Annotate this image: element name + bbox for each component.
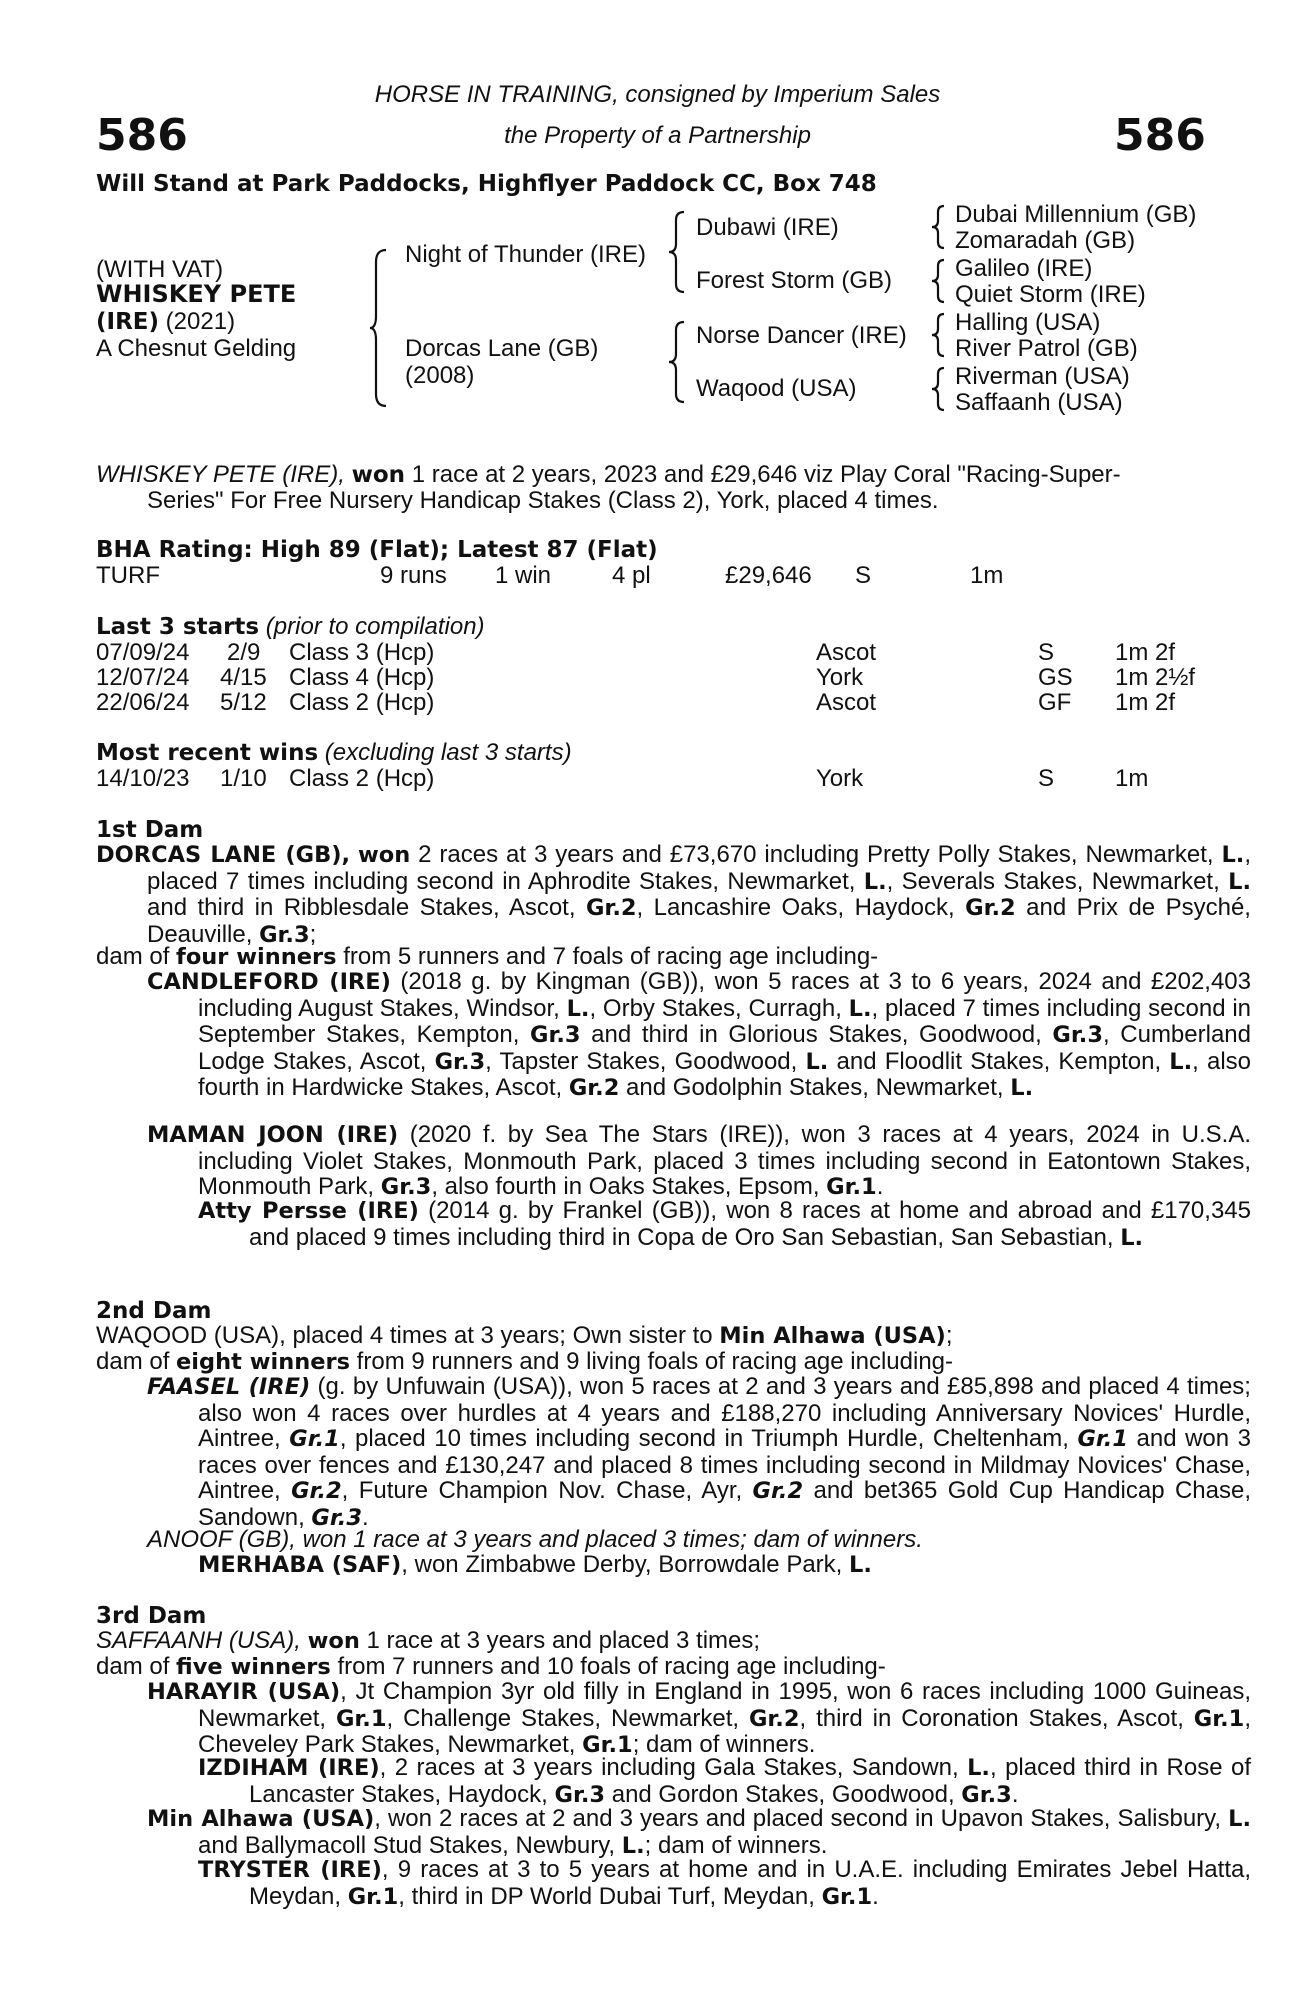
pedigree-main-bracket: [368, 248, 388, 408]
dam3-heading: 3rd Dam: [96, 1603, 207, 1629]
last3-row-1-course: Ascot: [816, 639, 877, 666]
dam3-damof: dam of five winners from 7 runners and 10 foals of racing age including-: [96, 1653, 886, 1680]
rating-going: S: [855, 562, 872, 589]
ggp-7: Riverman (USA): [955, 363, 1130, 390]
ggp-2: Zomaradah (GB): [955, 227, 1136, 254]
summary-line-2: Series" For Free Nursery Handicap Stakes (Class 2), York, placed 4 times.: [147, 487, 939, 514]
last3-row-2-going: GS: [1038, 664, 1073, 691]
recent-win-race: Class 2 (Hcp): [289, 765, 435, 792]
rating-distance: 1m: [970, 562, 1004, 589]
ggp-bracket-3: [930, 312, 946, 358]
last3-heading: Last 3 starts (prior to compilation): [96, 613, 485, 640]
last3-row-1-dist: 1m 2f: [1115, 639, 1176, 666]
last3-row-1-pos: 2/9: [227, 639, 261, 666]
rating-earnings: £29,646: [725, 562, 812, 589]
recent-win-going: S: [1038, 765, 1055, 792]
ggp-1: Dubai Millennium (GB): [955, 201, 1197, 228]
horse-name: WHISKEY PETE: [96, 280, 297, 308]
recent-win-date: 14/10/23: [96, 765, 190, 792]
sire: Night of Thunder (IRE): [405, 241, 646, 268]
ggp-bracket-1: [930, 204, 946, 250]
dam3-progeny-2: IZDIHAM (IRE), 2 races at 3 years including Gala Stakes, Sandown, L., placed third in Rose of Lancaster Stakes, Haydock, Gr.3 and Gordon Stakes, Goodwood, Gr.3.: [198, 1754, 1252, 1808]
last3-row-3-pos: 5/12: [220, 689, 267, 716]
sire-dam: Forest Storm (GB): [696, 267, 893, 294]
dam2-progeny-1: FAASEL (IRE) (g. by Unfuwain (USA)), won 5 races at 2 and 3 years and £85,898 and placed 4 times; also won 4 races over hurdles at 4 years and £188,270 including Anniversary Novices' Hurdle, Aintree, Gr.1, placed 10 times including second in Triumph Hurdle, Cheltenham, Gr.1 and won 3 races over fences and £130,247 and placed 8 times including second in Mildmay Novices' Chase, Aintree, Gr.2, Future Champion Nov. Chase, Ayr, Gr.2 and bet365 Gold Cup Handicap Chase, Sandown, Gr.3.: [147, 1373, 1251, 1531]
ggp-8: Saffaanh (USA): [955, 389, 1123, 416]
last3-row-1-race: Class 3 (Hcp): [289, 639, 435, 666]
ggp-5: Halling (USA): [955, 309, 1101, 336]
horse-description: A Chesnut Gelding: [96, 335, 297, 362]
dam3-progeny-4: TRYSTER (IRE), 9 races at 3 to 5 years at home and in U.A.E. including Emirates Jebel Hatta, Meydan, Gr.1, third in DP World Dubai Turf, Meydan, Gr.1.: [198, 1856, 1252, 1910]
lot-number-left: 586: [96, 110, 188, 161]
ggp-bracket-4: [930, 366, 946, 412]
dam1-heading: 1st Dam: [96, 817, 204, 843]
sire-sire: Dubawi (IRE): [696, 214, 839, 241]
dam-sire: Norse Dancer (IRE): [696, 322, 907, 349]
recent-win-dist: 1m: [1115, 765, 1149, 792]
last3-row-1-date: 07/09/24: [96, 639, 190, 666]
rating-surface: TURF: [96, 562, 160, 589]
last3-row-2-date: 12/07/24: [96, 664, 190, 691]
last3-row-3-going: GF: [1038, 689, 1072, 716]
dam2-progeny-3: MERHABA (SAF), won Zimbabwe Derby, Borrowdale Park, L.: [198, 1551, 872, 1578]
dam2-damof: dam of eight winners from 9 runners and 9 living foals of racing age including-: [96, 1348, 954, 1375]
ggp-3: Galileo (IRE): [955, 255, 1093, 282]
dam-name: Dorcas Lane (GB): [405, 335, 599, 362]
dam1-progeny-1: CANDLEFORD (IRE) (2018 g. by Kingman (GB)), won 5 races at 3 to 6 years, 2024 and £202,403 including August Stakes, Windsor, L., Orby Stakes, Curragh, L., placed 7 times including second in September Stakes, Kempton, Gr.3 and third in Glorious Stakes, Goodwood, Gr.3, Cumberland Lodge Stakes, Ascot, Gr.3, Tapster Stakes, Goodwood, L. and Floodlit Stakes, Kempton, L., also fourth in Hardwicke Stakes, Ascot, Gr.2 and Godolphin Stakes, Newmarket, L.: [147, 968, 1252, 1101]
rating-runs: 9 runs: [380, 562, 447, 589]
dam3-progeny-3: Min Alhawa (USA), won 2 races at 2 and 3 years and placed second in Upavon Stakes, Salisbury, L. and Ballymacoll Stud Stakes, Newbury, L.; dam of winners.: [147, 1805, 1251, 1859]
last3-row-2-race: Class 4 (Hcp): [289, 664, 435, 691]
sire-bracket: [666, 210, 686, 294]
dam-bracket: [666, 320, 686, 404]
summary-line-1: WHISKEY PETE (IRE), won 1 race at 2 years, 2023 and £29,646 viz Play Coral "Racing-Super-: [96, 461, 1121, 488]
ggp-6: River Patrol (GB): [955, 335, 1138, 362]
recent-wins-heading: Most recent wins (excluding last 3 starts): [96, 739, 572, 766]
horse-country-year: (IRE) (2021): [96, 308, 236, 335]
dam-dam: Waqood (USA): [696, 375, 857, 402]
last3-row-3-dist: 1m 2f: [1115, 689, 1176, 716]
rating-wins: 1 win: [495, 562, 552, 589]
dam2-heading: 2nd Dam: [96, 1298, 212, 1324]
last3-row-2-pos: 4/15: [220, 664, 267, 691]
last3-row-3-race: Class 2 (Hcp): [289, 689, 435, 716]
dam-year: (2008): [405, 362, 475, 389]
rating-placed: 4 pl: [612, 562, 651, 589]
dam1-progeny-3: Atty Persse (IRE) (2014 g. by Frankel (GB)), won 8 races at home and abroad and £170,345 and placed 9 times including third in Copa de Oro San Sebastian, San Sebastian, L.: [198, 1197, 1251, 1251]
consignment-line: HORSE IN TRAINING, consigned by Imperium Sales: [374, 81, 941, 108]
last3-row-2-dist: 1m 2½f: [1115, 664, 1196, 691]
recent-win-course: York: [816, 765, 864, 792]
dam3-progeny-1: HARAYIR (USA), Jt Champion 3yr old filly in England in 1995, won 6 races including 1000 Guineas, Newmarket, Gr.1, Challenge Stakes, Newmarket, Gr.2, third in Coronation Stakes, Ascot, Gr.1, Cheveley Park Stakes, Newmarket, Gr.1; dam of winners.: [147, 1678, 1252, 1758]
dam2-progeny-2: ANOOF (GB), won 1 race at 3 years and placed 3 times; dam of winners.: [147, 1526, 923, 1553]
bha-rating: BHA Rating: High 89 (Flat); Latest 87 (Flat): [96, 537, 658, 563]
dam1-progeny-2: MAMAN JOON (IRE) (2020 f. by Sea The Stars (IRE)), won 3 races at 4 years, 2024 in U.S.A. including Violet Stakes, Monmouth Park, placed 3 times including second in Eatontown Stakes, Monmouth Park, Gr.3, also fourth in Oaks Stakes, Epsom, Gr.1.: [147, 1121, 1252, 1200]
last3-row-3-course: Ascot: [816, 689, 877, 716]
lot-number-right: 586: [1114, 110, 1206, 161]
ggp-bracket-2: [930, 258, 946, 304]
recent-win-pos: 1/10: [220, 765, 267, 792]
dam3-intro: SAFFAANH (USA), won 1 race at 3 years and placed 3 times;: [96, 1627, 761, 1654]
last3-row-1-going: S: [1038, 639, 1055, 666]
dam1-intro: DORCAS LANE (GB), won 2 races at 3 years and £73,670 including Pretty Polly Stakes, Newmarket, L., placed 7 times including second in Aphrodite Stakes, Newmarket, L., Severals Stakes, Newmarket, L. and third in Ribblesdale Stakes, Ascot, Gr.2, Lancashire Oaks, Haydock, Gr.2 and Prix de Psyché, Deauville, Gr.3;: [96, 841, 1251, 948]
stand-location: Will Stand at Park Paddocks, Highflyer Paddock CC, Box 748: [96, 171, 877, 197]
dam1-damof: dam of four winners from 5 runners and 7 foals of racing age including-: [96, 943, 879, 970]
last3-row-3-date: 22/06/24: [96, 689, 190, 716]
dam2-intro: WAQOOD (USA), placed 4 times at 3 years; Own sister to Min Alhawa (USA);: [96, 1322, 953, 1349]
last3-row-2-course: York: [816, 664, 864, 691]
ggp-4: Quiet Storm (IRE): [955, 281, 1146, 308]
vat-note: (WITH VAT): [96, 256, 224, 283]
property-line: the Property of a Partnership: [504, 122, 811, 149]
